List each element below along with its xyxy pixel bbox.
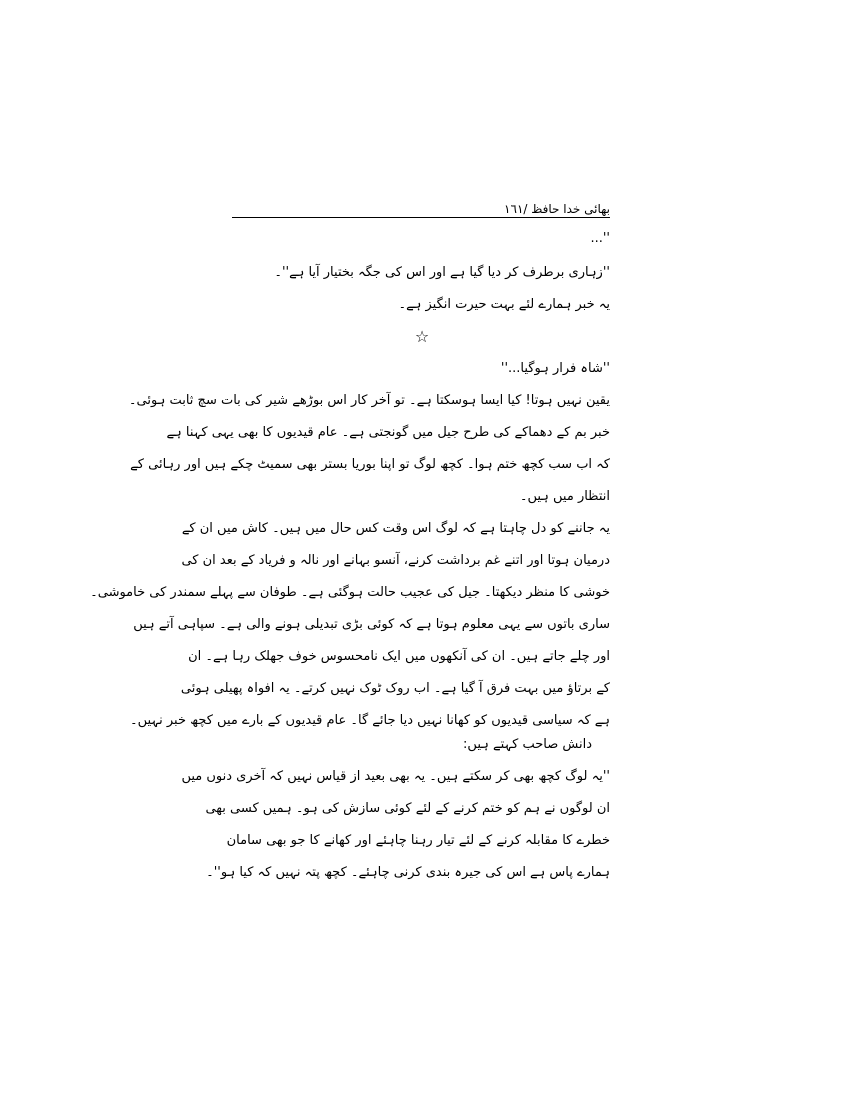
text-line: ''زہاری برطرف کر دیا گیا ہے اور اس کی جگہ بختیار آیا ہے''۔ xyxy=(274,265,610,280)
text-line: یقین نہیں ہوتا! کیا ایسا ہوسکتا ہے۔ تو آخر کار اس بوڑھے شیر کی بات سچ ثابت ہوئی۔ xyxy=(128,393,610,408)
quote-line: ''یہ لوگ کچھ بھی کر سکتے ہیں۔ یہ بھی بعید از قیاس نہیں کہ آخری دنوں میں xyxy=(181,769,610,784)
text-line: درمیان ہوتا اور اتنے غم برداشت کرنے، آنسو بہانے اور نالہ و فریاد کے بعد ان کی xyxy=(181,553,610,568)
header-divider xyxy=(232,217,610,218)
text-line: ساری باتوں سے یہی معلوم ہوتا ہے کہ کوئی بڑی تبدیلی ہونے والی ہے۔ سپاہی آتے ہیں xyxy=(133,617,610,632)
text-line: خبر بم کے دھماکے کی طرح جیل میں گونجتی ہے۔ عام قیدیوں کا بھی یہی کہنا ہے xyxy=(166,425,610,440)
text-line: ''شاہ فرار ہوگیا...'' xyxy=(500,361,610,376)
text-line: اور چلے جاتے ہیں۔ ان کی آنکھوں میں ایک نامحسوس خوف جھلک رہا ہے۔ ان xyxy=(188,649,610,664)
running-header: بھائی خدا حافظ /١٦١ xyxy=(504,202,610,216)
text-line: کہ اب سب کچھ ختم ہوا۔ کچھ لوگ تو اپنا بوریا بستر بھی سمیٹ چکے ہیں اور رہائی کے xyxy=(130,457,610,472)
text-line: یہ خبر ہمارے لئے بہت حیرت انگیز ہے۔ xyxy=(398,297,610,312)
quote-line: ان لوگوں نے ہم کو ختم کرنے کے لئے کوئی سازش کی ہو۔ ہمیں کسی بھی xyxy=(205,801,610,816)
quote-line: ہمارے پاس ہے اس کی جیرہ بندی کرنی چاہئے۔ کچھ پتہ نہیں کہ کیا ہو''۔ xyxy=(206,865,610,880)
text-line: ہے کہ سیاسی قیدیوں کو کھانا نہیں دیا جائے گا۔ عام قیدیوں کے بارے میں کچھ خبر نہیں۔ xyxy=(130,713,610,728)
star-icon: ☆ xyxy=(414,327,430,346)
text-line: کے برتاؤ میں بہت فرق آ گیا ہے۔ اب روک ٹوک نہیں کرتے۔ یہ افواہ پھیلی ہوئی xyxy=(180,681,610,696)
text-line: یہ جاننے کو دل چاہتا ہے کہ لوگ اس وقت کس حال میں ہیں۔ کاش میں ان کے xyxy=(181,521,610,536)
text-line: دانش صاحب کہتے ہیں: xyxy=(463,737,592,752)
text-line: انتظار میں ہیں۔ xyxy=(519,489,610,504)
text-line: خوشی کا منظر دیکھتا۔ جیل کی عجیب حالت ہوگئی ہے۔ طوفان سے پہلے سمندر کی خاموشی۔ xyxy=(90,585,610,600)
text-line: ''... xyxy=(590,231,610,246)
quote-line: خطرے کا مقابلہ کرنے کے لئے تیار رہنا چاہئے اور کھانے کا جو بھی سامان xyxy=(226,833,610,848)
